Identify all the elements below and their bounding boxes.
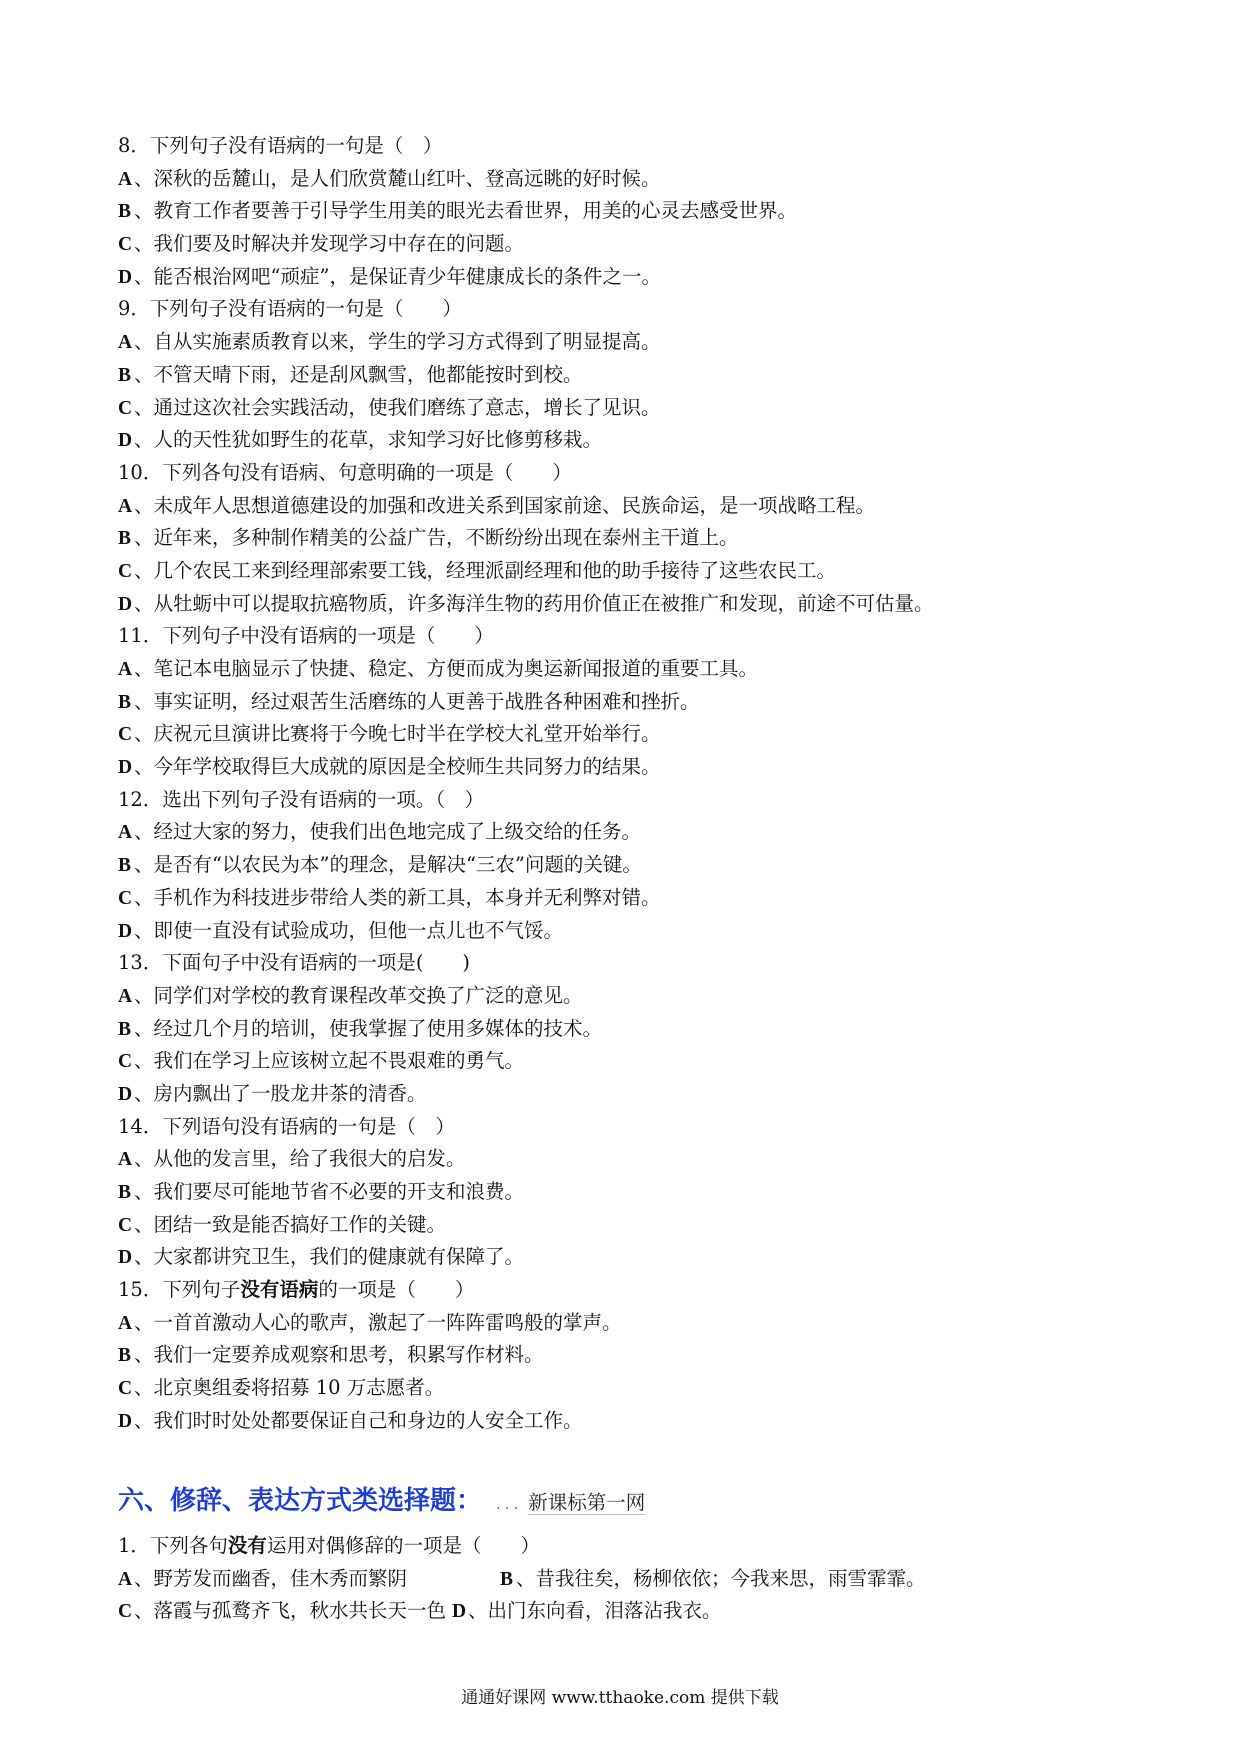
option-letter: B <box>118 691 132 713</box>
question-stem <box>118 1530 1128 1563</box>
stem-text: 运用对偶修辞的一项是（ ） <box>266 1534 540 1557</box>
option-letter: A <box>118 1312 133 1334</box>
option-text: 、手机作为科技进步带给人类的新工具，本身并无利弊对错。 <box>134 885 661 909</box>
question-stem: 9．下列句子没有语病的一句是（ ） <box>118 297 462 321</box>
option-text: 、房内飘出了一股龙井茶的清香。 <box>134 1081 427 1105</box>
option-letter: D <box>118 757 133 779</box>
option-letter: A <box>118 1149 133 1171</box>
option-text: 、深秋的岳麓山，是人们欣赏麓山红叶、登高远眺的好时候。 <box>134 166 661 190</box>
option-letter: D <box>118 266 133 288</box>
option-text: 、大家都讲究卫生，我们的健康就有保障了。 <box>134 1245 525 1269</box>
section-title: 六、修辞、表达方式类选择题： <box>118 1486 483 1516</box>
option-text: 、经过大家的努力，使我们出色地完成了上级交给的任务。 <box>134 820 642 844</box>
option-row <box>118 686 1128 719</box>
option-letter: D <box>452 1601 467 1623</box>
option-letter: B <box>118 201 132 223</box>
option-row <box>118 261 1128 294</box>
option-row <box>118 555 1128 588</box>
option-row <box>118 1405 1128 1438</box>
stem-text: 15．下列句子 <box>118 1278 241 1302</box>
option-row <box>118 588 1128 621</box>
option-row <box>118 915 1128 948</box>
option-text: 、事实证明，经过艰苦生活磨练的人更善于战胜各种困难和挫折。 <box>134 689 700 713</box>
option-row <box>118 1307 1128 1340</box>
option-row <box>118 392 1128 425</box>
option-letter: B <box>118 855 132 877</box>
option-text: 、我们时时处处都要保证自己和身边的人安全工作。 <box>134 1408 583 1432</box>
option-text: 、出门东向看，泪落沾我衣。 <box>468 1599 722 1623</box>
option-row <box>118 1176 1128 1209</box>
option-letter: C <box>118 234 133 256</box>
option-letter: C <box>118 1601 133 1623</box>
option-letter: A <box>118 168 133 190</box>
option-text: 、是否有“以农民为本”的理念，是解决“三农”问题的关键。 <box>134 853 642 877</box>
option-text: 、一首首激动人心的歌声，激起了一阵阵雷鸣般的掌声。 <box>134 1310 622 1334</box>
option-letter: B <box>500 1568 514 1590</box>
option-row <box>118 882 1128 915</box>
option-row <box>118 816 1128 849</box>
option-text: 、今年学校取得巨大成就的原因是全校师生共同努力的结果。 <box>134 755 661 779</box>
option-letter: D <box>118 430 133 452</box>
option-letter: C <box>118 1378 133 1400</box>
option-text: 、从他的发言里，给了我很大的启发。 <box>134 1147 466 1171</box>
option-letter: D <box>118 593 133 615</box>
option-letter: A <box>118 495 133 517</box>
option-letter: A <box>118 985 133 1007</box>
option-letter: B <box>118 528 132 550</box>
option-row <box>118 1078 1128 1111</box>
option-letter: B <box>118 1345 132 1367</box>
option-text: 、野芳发而幽香，佳木秀而繁阴 <box>134 1566 408 1590</box>
option-row <box>118 1563 1128 1596</box>
section-heading <box>118 1480 645 1517</box>
question-stem: 13．下面句子中没有语病的一项是( ) <box>118 951 471 975</box>
option-row <box>118 1013 1128 1046</box>
option-text: 、即使一直没有试验成功，但他一点儿也不气馁。 <box>134 918 564 942</box>
option-row <box>118 1045 1128 1078</box>
stem-text: 1．下列各句 <box>118 1534 228 1557</box>
option-text: 、近年来，多种制作精美的公益广告，不断纷纷出现在泰州主干道上。 <box>134 526 739 550</box>
option-letter: A <box>118 1568 133 1590</box>
option-letter: C <box>118 1051 133 1073</box>
option-text: 、不管天晴下雨，还是刮风飘雪，他都能按时到校。 <box>134 362 583 386</box>
option-row <box>118 359 1128 392</box>
option-letter: C <box>118 724 133 746</box>
option-text: 、我们在学习上应该树立起不畏艰难的勇气。 <box>134 1049 525 1073</box>
option-text: 、落霞与孤鹜齐飞，秋水共长天一色 <box>134 1599 447 1623</box>
stem-text: 的一项是（ ） <box>318 1278 475 1302</box>
question-stem: 11．下列句子中没有语病的一项是（ ） <box>118 624 494 648</box>
option-letter: B <box>118 1018 132 1040</box>
question-stem <box>118 1274 1128 1307</box>
option-letter: C <box>118 560 133 582</box>
option-letter: A <box>118 332 133 354</box>
option-text: 、笔记本电脑显示了快捷、稳定、方便而成为奥运新闻报道的重要工具。 <box>134 657 759 680</box>
stem-emphasis: 没有语病 <box>240 1278 319 1302</box>
option-text: 、几个农民工来到经理部索要工钱，经理派副经理和他的助手接待了这些农民工。 <box>134 558 837 582</box>
option-text: 、北京奥组委将招募 10 万志愿者。 <box>134 1376 445 1400</box>
option-letter: C <box>118 887 133 909</box>
option-letter: A <box>118 659 133 680</box>
option-text: 、能否根治网吧“顽症”，是保证青少年健康成长的条件之一。 <box>134 264 661 288</box>
option-text: 、我们要尽可能地节省不必要的开支和浪费。 <box>134 1180 525 1203</box>
option-row <box>118 1143 1128 1176</box>
option-text: 、团结一致是能否搞好工作的关键。 <box>134 1212 447 1236</box>
stem-emphasis: 没有 <box>227 1534 267 1557</box>
question-list <box>118 130 1128 1438</box>
option-text: 、我们要及时解决并发现学习中存在的问题。 <box>134 232 525 256</box>
option-row <box>118 424 1128 457</box>
option-text: 、庆祝元旦演讲比赛将于今晚七时半在学校大礼堂开始举行。 <box>134 722 661 746</box>
option-row <box>118 1372 1128 1405</box>
option-text: 、经过几个月的培训，使我掌握了使用多媒体的技术。 <box>134 1016 603 1040</box>
option-row <box>118 718 1128 751</box>
option-letter: B <box>118 1182 132 1203</box>
option-letter: C <box>118 1214 133 1236</box>
question-stem: 8．下列句子没有语病的一句是（ ） <box>118 134 443 157</box>
option-text: 、昔我往矣，杨柳依依；今我来思，雨雪霏霏。 <box>516 1566 926 1590</box>
option-row <box>118 980 1128 1013</box>
section-side-text: 新课标第一网 <box>528 1491 646 1514</box>
option-text: 、自从实施素质教育以来，学生的学习方式得到了明显提高。 <box>134 330 661 354</box>
option-row <box>118 326 1128 359</box>
option-text: 、人的天性犹如野生的花草，求知学习好比修剪移栽。 <box>134 428 603 452</box>
option-row <box>118 522 1128 555</box>
option-letter: B <box>118 364 132 386</box>
option-letter: C <box>118 397 133 419</box>
option-row <box>118 1339 1128 1372</box>
option-row <box>118 751 1128 784</box>
option-text: 、教育工作者要善于引导学生用美的眼光去看世界，用美的心灵去感受世界。 <box>134 199 798 223</box>
option-row <box>118 1595 1128 1628</box>
option-row <box>118 1209 1128 1242</box>
option-row <box>118 849 1128 882</box>
footer: 通通好课网 www.tthaoke.com 提供下载 <box>461 1688 779 1708</box>
section-dots: . . . <box>496 1497 519 1513</box>
option-row <box>118 1241 1128 1274</box>
option-text: 、同学们对学校的教育课程改革交换了广泛的意见。 <box>134 983 583 1007</box>
option-text: 、未成年人思想道德建设的加强和改进关系到国家前途、民族命运，是一项战略工程。 <box>134 493 876 517</box>
option-letter: A <box>118 822 133 844</box>
option-row <box>118 228 1128 261</box>
option-row <box>118 163 1128 196</box>
option-text: 、从牡蛎中可以提取抗癌物质，许多海洋生物的药用价值正在被推广和发现，前途不可估量。 <box>134 591 934 615</box>
option-letter: D <box>118 1083 133 1105</box>
question-stem: 14．下列语句没有语病的一句是（ ） <box>118 1114 455 1138</box>
option-row <box>118 653 1128 686</box>
option-letter: D <box>118 1247 133 1269</box>
option-text: 、通过这次社会实践活动，使我们磨练了意志，增长了见识。 <box>134 395 661 419</box>
question-stem: 12．选出下列句子没有语病的一项。（ ） <box>118 787 485 811</box>
option-row <box>118 195 1128 228</box>
question-1-block <box>118 1530 1128 1628</box>
option-letter: D <box>118 1410 133 1432</box>
option-letter: D <box>118 920 133 942</box>
option-text: 、我们一定要养成观察和思考，积累写作材料。 <box>134 1343 544 1367</box>
option-row <box>118 490 1128 523</box>
question-stem: 10．下列各句没有语病、句意明确的一项是（ ） <box>118 460 572 484</box>
